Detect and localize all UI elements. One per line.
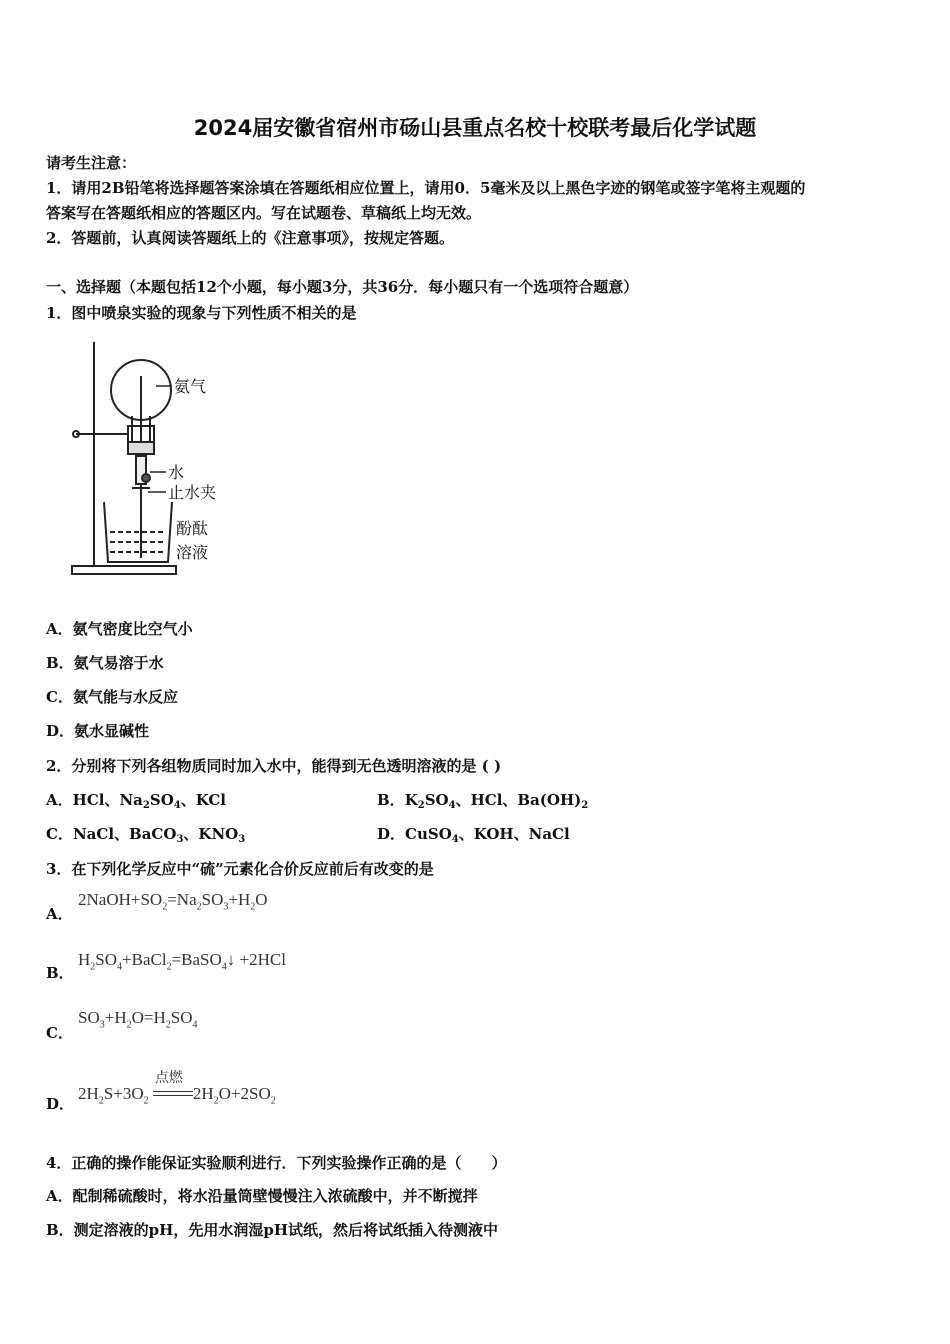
question-2-stem: 2．分别将下列各组物质同时加入水中，能得到无色透明溶液的是 ( ) bbox=[46, 757, 502, 775]
notice-item-1-line-1: 1．请用2B铅笔将选择题答案涂填在答题纸相应位置上，请用0．5毫米及以上黑色字迹的钢笔或签字笔将主观题的 bbox=[46, 179, 806, 197]
question-2-option-b: B．$K_2SO_4$、HCl、$Ba(OH)_2$ bbox=[377, 791, 589, 811]
notice-item-1-line-2: 答案写在答题纸相应的答题区内。写在试题卷、草稿纸上均无效。 bbox=[46, 204, 482, 222]
label-water: 水 bbox=[168, 463, 185, 482]
label-indicator-line2: 溶液 bbox=[176, 543, 209, 562]
iron-stand bbox=[72, 342, 176, 574]
fountain-experiment-figure bbox=[62, 336, 232, 586]
question-3-option-d-label: D． bbox=[46, 1095, 75, 1113]
question-3-option-b-equation: $H_2SO_4+BaCl_2=BaSO_4↓ +2HCl$ bbox=[78, 950, 286, 973]
question-3-option-a-equation: $2NaOH+SO_2=Na_2SO_3+H_2O$ bbox=[78, 890, 268, 913]
question-2-option-d: D．CuSO$_4$、KOH、NaCl bbox=[377, 825, 570, 845]
question-3-option-c-label: C． bbox=[46, 1024, 73, 1042]
question-3-option-c-equation: $SO_3+H_2O=H_2SO_4$ bbox=[78, 1008, 198, 1031]
question-4-stem: 4．正确的操作能保证实验顺利进行．下列实验操作正确的是（ ） bbox=[46, 1154, 507, 1172]
section-heading: 一、选择题（本题包括12个小题，每小题3分，共36分．每小题只有一个选项符合题意） bbox=[46, 278, 639, 296]
page-title: 2024届安徽省宿州市砀山县重点名校十校联考最后化学试题 bbox=[193, 116, 757, 140]
label-ammonia: 氨气 bbox=[174, 377, 207, 396]
reaction-condition: 点燃 bbox=[154, 1070, 183, 1087]
question-1-option-c: C．氨气能与水反应 bbox=[46, 688, 178, 706]
question-1-option-a: A．氨气密度比空气小 bbox=[46, 620, 193, 638]
question-1-stem: 1．图中喷泉实验的现象与下列性质不相关的是 bbox=[46, 304, 357, 322]
question-4-option-b: B．测定溶液的pH，先用水润湿pH试纸，然后将试纸插入待测液中 bbox=[46, 1221, 499, 1239]
question-3-option-b-label: B． bbox=[46, 964, 74, 982]
notice-item-2: 2．答题前，认真阅读答题纸上的《注意事项》，按规定答题。 bbox=[46, 229, 454, 247]
question-3-option-a-label: A． bbox=[46, 905, 73, 923]
question-2-option-a: A．HCl、$Na_2SO_4$、KCl bbox=[46, 791, 227, 811]
label-clamp: 止水夹 bbox=[168, 483, 217, 502]
beaker bbox=[104, 502, 172, 562]
reaction-condition-arrow bbox=[153, 1070, 193, 1103]
question-3-stem: 3．在下列化学反应中“硫”元素化合价反应前后有改变的是 bbox=[46, 860, 434, 878]
notice-heading: 请考生注意： bbox=[46, 154, 137, 172]
question-2-option-c: C．NaCl、BaCO$_3$、$KNO_3$ bbox=[46, 825, 246, 845]
question-1-option-d: D．氨水显碱性 bbox=[46, 722, 150, 740]
label-indicator-line1: 酚酞 bbox=[176, 519, 209, 538]
question-3-option-d-equation: $2H_2S+3O_2$ 点燃 $2H_2O+2SO_2$ bbox=[78, 1084, 276, 1106]
question-4-option-a: A．配制稀硫酸时，将水沿量筒壁慢慢注入浓硫酸中，并不断搅拌 bbox=[46, 1187, 478, 1205]
question-1-option-b: B．氨气易溶于水 bbox=[46, 654, 164, 672]
